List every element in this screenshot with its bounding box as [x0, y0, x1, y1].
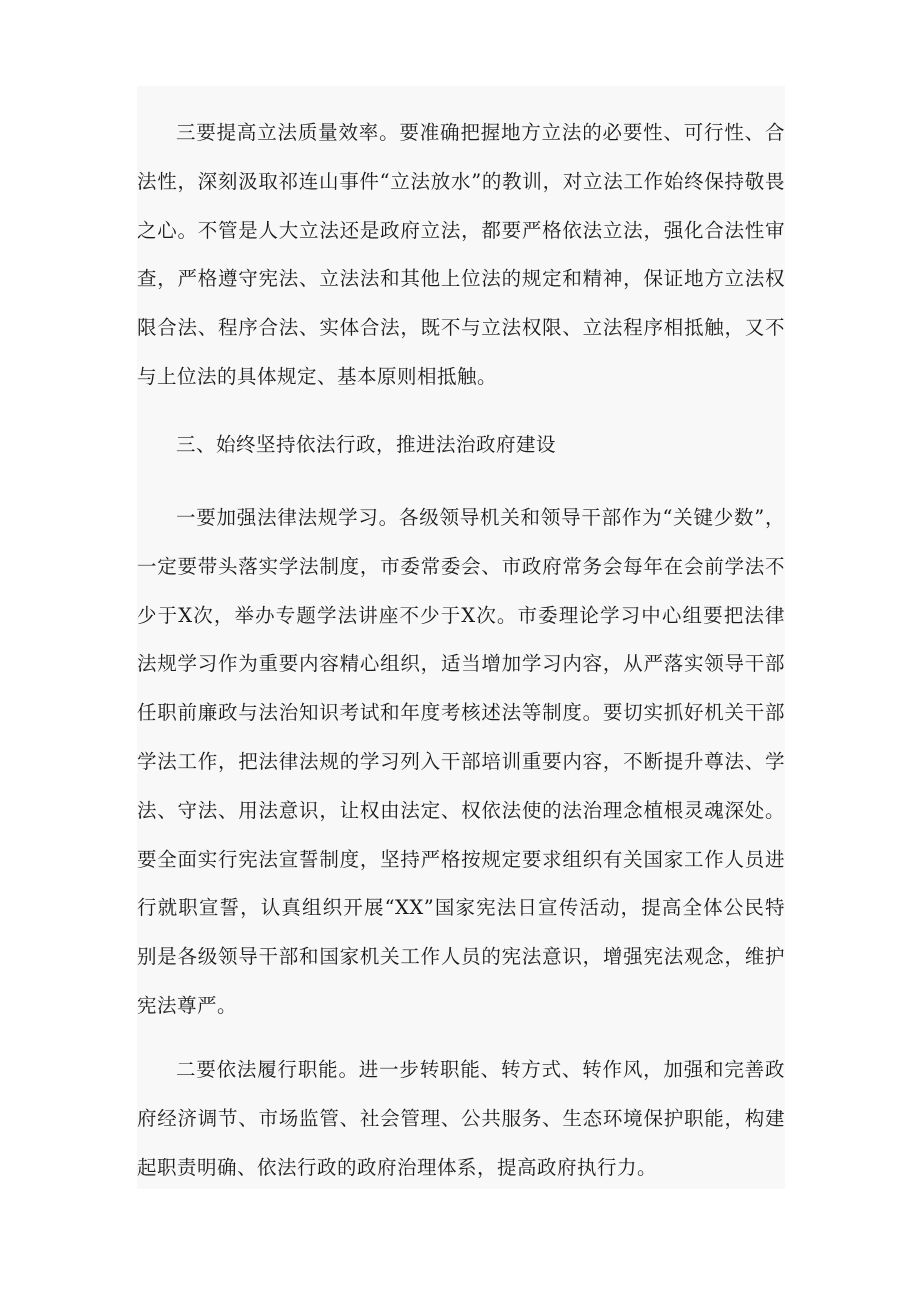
paragraph-perform-duties: 二要依法履行职能。进一步转职能、转方式、转作风，加强和完善政府经济调节、市场监管、社会管理、公共服务、生态环境保护职能，构建起职责明确、依法行政的政府治理体系，提高政府执行力。 — [137, 1058, 785, 1179]
section-heading: 三、始终坚持依法行政，推进法治政府建设 — [176, 433, 557, 456]
paragraph-law-study: 一要加强法律法规学习。各级领导机关和领导干部作为“关键少数”，一定要带头落实学法制度，市委常委会、市政府常务会每年在会前学法不少于X次，举办专题学法讲座不少于X次。市委理论学习中心组要把法律法规学习作为重要内容精心组织，适当增加学习内容，从严落实领导干部任职前廉政与法治知识考试和年度考核述法等制度。要切实抓好机关干部学法工作，把法律法规的学习列入干部培训重要内容，不断提升尊法、学法、守法、用法意识，让权由法定、权依法使的法治理念植根灵魂深处。要全面实行宪法宣誓制度，坚持严格按规定要求组织有关国家工作人员进行就职宣誓，认真组织开展“XX”国家宪法日宣传活动，提高全体公民特别是各级领导干部和国家机关工作人员的宪法意识，增强宪法观念，维护宪法尊严。 — [137, 506, 785, 1017]
paragraph-legislation-quality: 三要提高立法质量效率。要准确把握地方立法的必要性、可行性、合法性，深刻汲取祁连山事件“立法放水”的教训，对立法工作始终保持敬畏之心。不管是人大立法还是政府立法，都要严格依法立法，强化合法性审查，严格遵守宪法、立法法和其他上位法的规定和精神，保证地方立法权限合法、程序合法、实体合法，既不与立法权限、立法程序相抵触，又不与上位法的具体规定、基本原则相抵触。 — [137, 121, 785, 388]
